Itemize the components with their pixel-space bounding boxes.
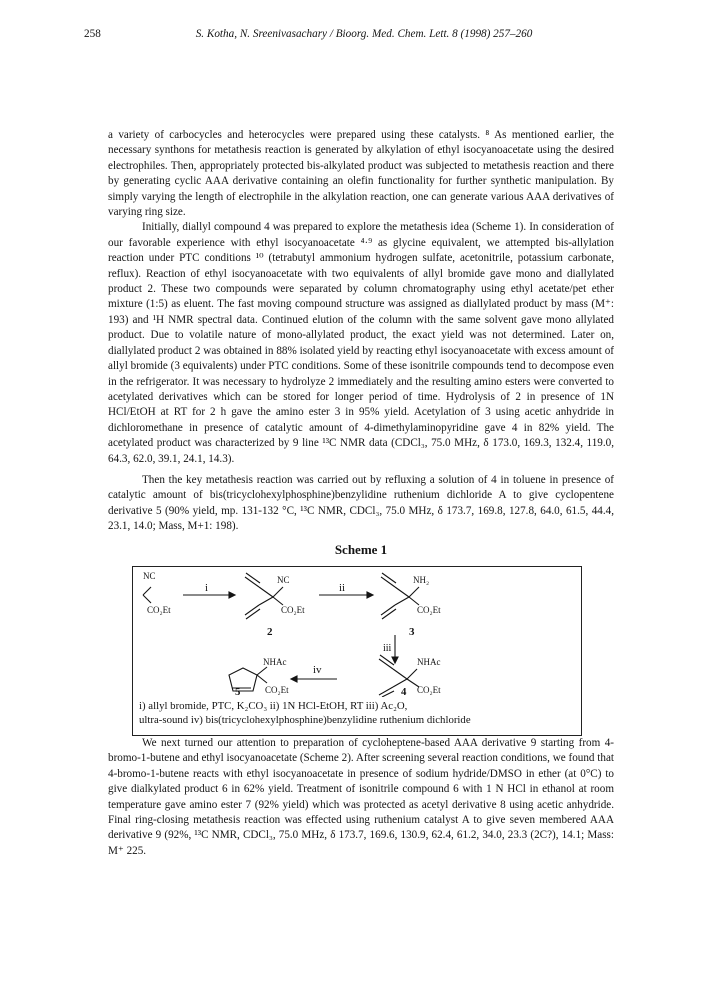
bond xyxy=(407,669,417,679)
bond xyxy=(395,597,409,605)
running-head: S. Kotha, N. Sreenivasachary / Bioorg. Med. Chem. Lett. 8 (1998) 257–260 xyxy=(195,28,533,40)
step-label-iii: iii xyxy=(383,642,392,654)
caption-line-2: ultra-sound iv) bis(tricyclohexylphosphine)benzylidine ruthenium dichloride xyxy=(139,714,471,727)
bond xyxy=(257,667,267,675)
paragraph-diallyl: Initially, diallyl compound 4 was prepared to explore the metathesis idea (Scheme 1). In consideration of our favorable experience with ethyl isocyanoacetate ⁴·⁹ as glycine equivalent, we attempted bis-allylation reaction under PTC conditions ¹⁰ (tetrabutyl ammonium hydrogen sulfate, acetonitrile, potassium carbonate, reflux). Reaction of ethyl isocyanoacetate with two equivalents of allyl bromide gave mono and diallylated product 2. These two compounds were separated by column chromatography using ethyl acetate/pet ether mixture (1:5) as eluent. The fast moving compound structure was assigned as diallylated product by mass (M⁺: 193) and ¹H NMR spectral data. Continued elution of the column with the same solvent gave mono allylated product. Due to volatile nature of mono-allylated product, the exact yield was not determined. Later on, diallylated product 2 was obtained in 88% isolated yield by reacting ethyl isocyanoacetate with excess amount of allyl bromide (3 equivalents) under PTC conditions. Some of these isonitrile compounds tend to decompose even in the refrigerator. It was necessary to hydrolyze 2 immediately and the resulting amino esters were converted to acetylated derivatives which can be stored for longer period of time. Hydrolysis of 2 in presence of 1N HCl/EtOH at RT for 2 h gave the amino ester 3 in 95% yield. Acetylation of 3 using acetic anhydride in dichloromethane in presence of catalytic amount of 4-dimethylaminopyridine gave 4 in 82% yield. The acetylated product was characterized by 9 line ¹³C NMR data (CDCl₃, 75.0 MHz, δ 173.0, 169.3, 132.4, 119.0, 64.3, 62.0, 39.1, 24.1, 14.3). xyxy=(108,221,614,465)
page-number: 258 xyxy=(84,28,101,40)
article-body xyxy=(108,128,614,859)
bond xyxy=(245,577,259,587)
label-co2et: CO₂Et xyxy=(281,604,305,615)
arrowhead xyxy=(291,676,297,682)
step-label-i: i xyxy=(205,581,209,594)
bond xyxy=(379,687,393,695)
double-bond xyxy=(246,609,260,619)
bond xyxy=(259,597,273,605)
step-label-iv: iv xyxy=(313,663,322,676)
label-nh2: NH₂ xyxy=(413,574,430,585)
label-co2et: CO₂Et xyxy=(417,684,441,695)
scheme-title: Scheme 1 xyxy=(334,541,388,557)
scheme-number-5: 5 xyxy=(235,685,241,698)
paragraph-intro: a variety of carbocycles and heterocycles were prepared using these catalysts. ⁸ As mentioned earlier, the necessary synthons for metathesis reaction is generated by alkylation of ethyl isocyanoacetate using the desired electrophiles. Then, appropriately protected bis-alkylated product was subjected to metathesis reaction and there by generating cyclic AAA derivative containing an olefin functionality for further synthetic manipulation. By simply varying the length of electrophile in the alkylation reaction, one can generate various AAA derivatives of varying ring size. xyxy=(108,129,614,219)
running-header xyxy=(84,28,644,42)
compound-number-3: 3 xyxy=(409,625,415,638)
paragraph-cycloheptene: We next turned our attention to preparation of cycloheptene-based AAA derivative 9 starting from 4-bromo-1-butene and ethyl isocyanoacetate (Scheme 2). After screening several reaction conditions, we found that 4-bromo-1-butene reacts with ethyl isocyanoacetate in presence of sodium hydride/DMSO in ether (at 0°C) to give dialkylated product 6 in 62% yield. Treatment of isonitrile compound 6 with 1 N HCl in ethanol at room temperature gave amino ester 7 (92% yield) which was protected as acetyl derivative 8 using acetic anhydride. Final ring-closing metathesis reaction was effected using ruthenium catalyst A to give seven membered AAA derivative 9 (92%, ¹³C NMR, CDCl₃, 75.0 MHz, δ 173.7, 169.6, 130.9, 62.4, 61.2, 34.0, 23.3 (2C?), 14.1; Mass: M⁺ 225. xyxy=(108,736,614,857)
caption-line-1: i) allyl bromide, PTC, K₂CO₃ ii) 1N HCl-EtOH, RT iii) Ac₂O, xyxy=(139,699,408,712)
arrowhead xyxy=(392,657,398,663)
bond xyxy=(381,605,395,615)
bond xyxy=(259,587,273,597)
bond xyxy=(143,595,151,603)
double-bond xyxy=(382,609,396,619)
scheme-number-4: 4 xyxy=(401,685,407,698)
bond xyxy=(143,587,151,595)
bond xyxy=(409,587,419,597)
label-nhac: NHAc xyxy=(263,656,287,667)
double-bond xyxy=(246,573,260,583)
paragraph-metathesis: Then the key metathesis reaction was carried out by refluxing a solution of 4 in toluene in presence of catalytic amount of bis(tricyclohexylphosphine)benzylidine ruthenium dichloride A to give cyclopentene derivative 5 (90% yield, mp. 131-132 °C, ¹³C NMR, CDCl₃, 75.0 MHz, δ 173.7, 169.8, 127.8, 64.0, 61.5, 44.4, 23.1, 14.0; Mass, M+1: 198). xyxy=(108,473,614,533)
double-bond xyxy=(382,573,396,583)
bond xyxy=(381,577,395,587)
bond xyxy=(409,597,419,605)
step-label-ii: ii xyxy=(339,581,346,594)
reaction-scheme-drawing xyxy=(133,567,581,697)
compound-number-2: 2 xyxy=(267,625,273,638)
arrowhead xyxy=(229,592,235,598)
label-co2et: CO₂Et xyxy=(417,604,441,615)
bond xyxy=(257,675,267,683)
bond xyxy=(379,659,393,669)
bond xyxy=(273,587,283,597)
label-nhac: NHAc xyxy=(417,656,441,667)
label-nc: NC xyxy=(143,570,156,581)
bond xyxy=(273,597,283,605)
bond xyxy=(395,587,409,597)
arrowhead xyxy=(367,592,373,598)
scheme-1-figure xyxy=(132,566,582,736)
bond xyxy=(393,669,407,679)
bond xyxy=(245,605,259,615)
label-co2et: CO₂Et xyxy=(265,684,289,695)
label-nc: NC xyxy=(277,574,290,585)
label-co2et: CO₂Et xyxy=(147,604,171,615)
